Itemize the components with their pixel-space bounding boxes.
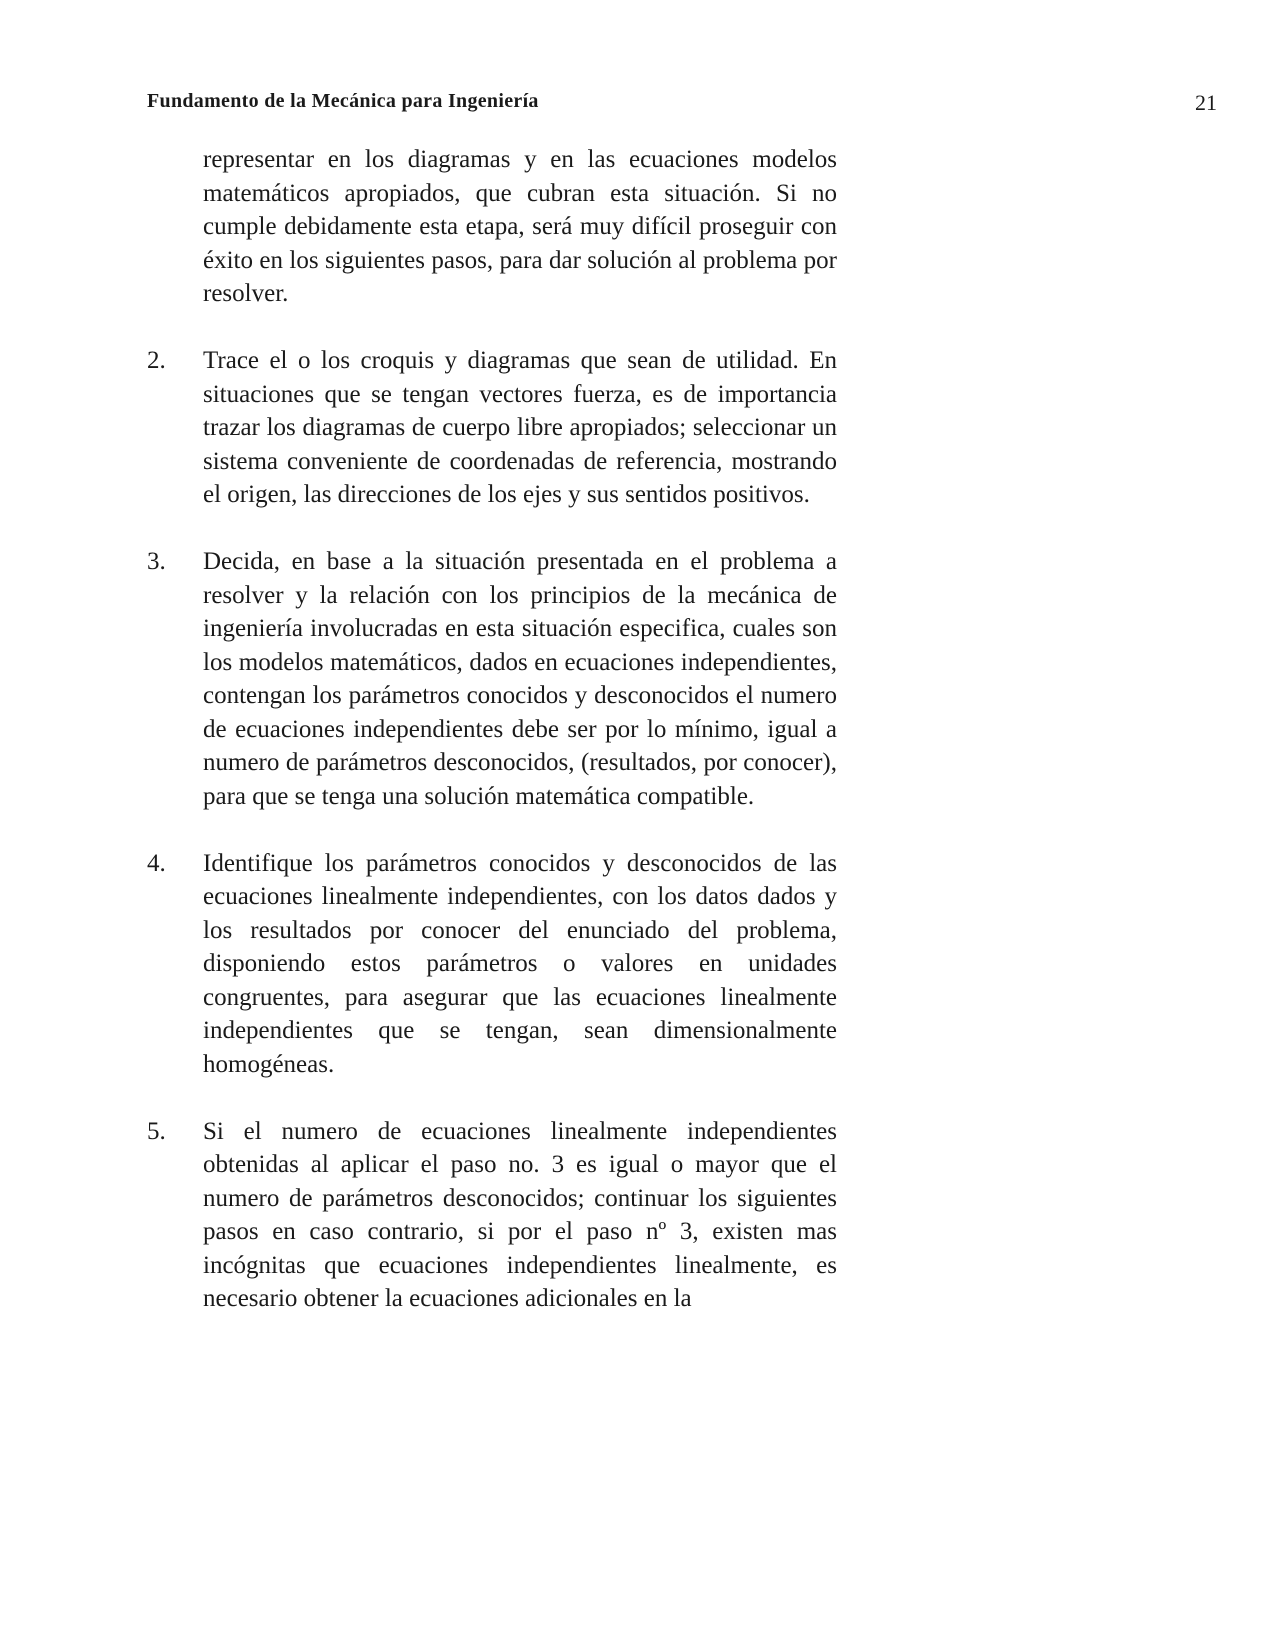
header-title: Fundamento de la Mecánica para Ingeniería xyxy=(147,90,539,112)
list-item-number: 5. xyxy=(147,1117,166,1145)
paragraph-text: representar en los diagramas y en las ecuaciones modelos matemáticos apropiados, que cubran esta situación. Si no cumple debidamente esta etapa, será muy difícil proseguir con éxito en los siguientes pasos, para dar solución al problema por resolver. xyxy=(203,146,837,307)
page-number: 21 xyxy=(1195,90,1217,115)
list-item-text: Trace el o los croquis y diagramas que sean de utilidad. En situaciones que se tengan vectores fuerza, es de importancia trazar los diagramas de cuerpo libre apropiados; seleccionar un sistema conveniente de coordenadas de referencia, mostrando el origen, las direcciones de los ejes y sus sentidos positivos. xyxy=(203,347,837,508)
list-item-text: Identifique los parámetros conocidos y desconocidos de las ecuaciones linealmente independientes, con los datos dados y los resultados por conocer del enunciado del problema, disponiendo estos parámetros o valores en unidades congruentes, para asegurar que las ecuaciones linealmente independientes que se tengan, sean dimensionalmente homogéneas. xyxy=(203,849,837,1078)
text-column xyxy=(147,143,837,1349)
list-item-text: Si el numero de ecuaciones linealmente independientes obtenidas al aplicar el paso no. 3 es igual o mayor que el numero de parámetros desconocidos; continuar los siguientes pasos en caso contrario, si por el paso nº 3, existen mas incógnitas que ecuaciones independientes linealmente, es necesario obtener la ecuaciones adicionales en la xyxy=(203,1117,837,1312)
list-item-4 xyxy=(147,847,837,1082)
list-item-5 xyxy=(147,1115,837,1316)
list-item-2 xyxy=(147,344,837,512)
continuation-paragraph xyxy=(147,143,837,311)
list-item-text: Decida, en base a la situación presentada en el problema a resolver y la relación con los principios de la mecánica de ingeniería involucradas en esta situación especifica, cuales son los modelos matemáticos, dados en ecuaciones independientes, contengan los parámetros conocidos y desconocidos el numero de ecuaciones independientes debe ser por lo mínimo, igual a numero de parámetros desconocidos, (resultados, por conocer), para que se tenga una solución matemática compatible. xyxy=(203,548,837,810)
list-item-3 xyxy=(147,545,837,813)
list-item-number: 4. xyxy=(147,849,166,877)
list-item-number: 3. xyxy=(147,548,166,575)
running-header xyxy=(147,90,1217,120)
list-item-number: 2. xyxy=(147,347,166,374)
